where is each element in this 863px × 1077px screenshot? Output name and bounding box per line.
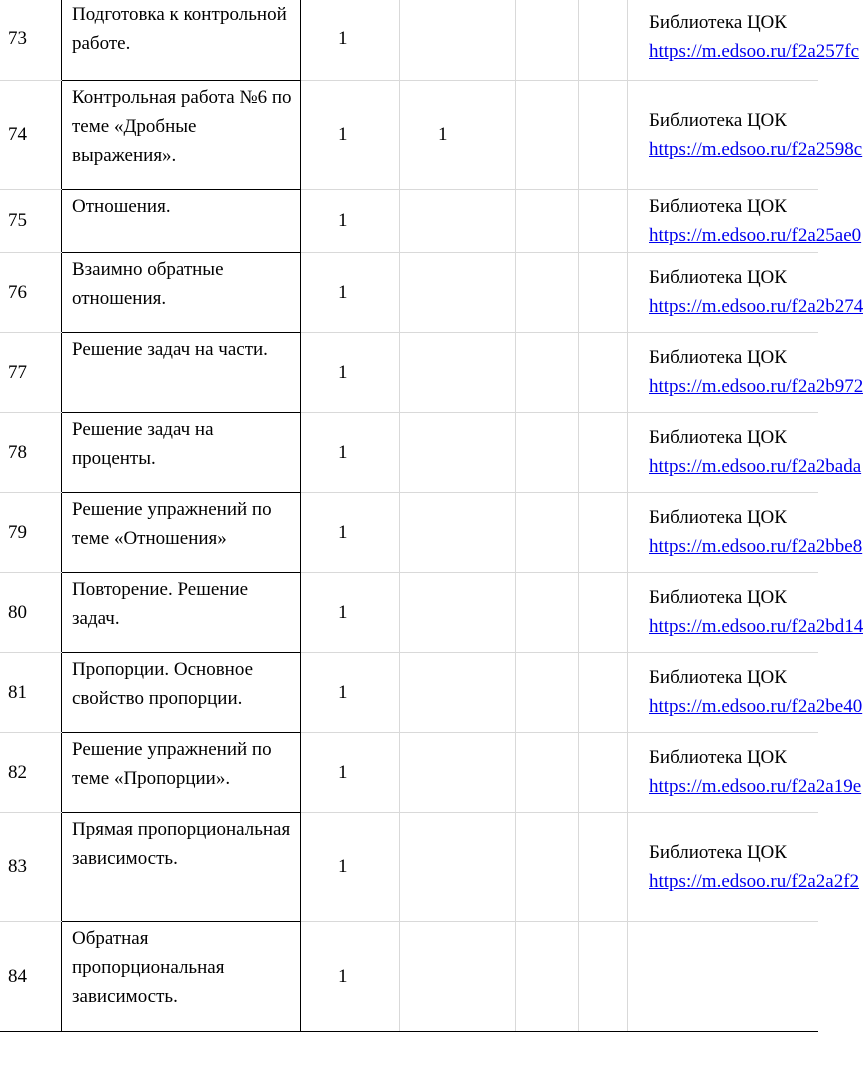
table-row: [0, 332, 818, 412]
lesson-resources: [628, 732, 862, 812]
lesson-number: 83: [0, 812, 62, 921]
lesson-date: [579, 812, 628, 921]
lesson-hours: 1: [301, 652, 400, 732]
lesson-hours: 1: [301, 492, 400, 572]
lesson-number: 77: [0, 332, 62, 412]
resource-link[interactable]: https://m.edsoo.ru/f2a2be40: [649, 696, 863, 717]
lesson-topic: Пропорции. Основное свойство пропорции.: [62, 652, 301, 732]
lesson-resources: [628, 812, 860, 921]
lesson-topic: Контрольная работа №6 по теме «Дробные выражения».: [62, 80, 301, 189]
lesson-hours: 1: [301, 812, 400, 921]
lesson-control-works: [400, 412, 516, 492]
table-row: [0, 572, 818, 652]
lesson-number: 74: [0, 80, 62, 189]
lesson-control-works: [400, 572, 516, 652]
resource-link[interactable]: https://m.edsoo.ru/f2a25ae0: [649, 224, 862, 246]
lesson-practical-works: [516, 572, 579, 652]
lesson-practical-works: [516, 732, 579, 812]
lesson-date: [579, 921, 628, 1031]
table-row: [0, 812, 818, 921]
lesson-control-works: [400, 732, 516, 812]
lesson-date: [579, 189, 628, 252]
lesson-resources: [628, 189, 862, 252]
lesson-date: [579, 80, 628, 189]
lesson-control-works: [400, 189, 516, 252]
lesson-number: 79: [0, 492, 62, 572]
resource-library: Библиотека ЦОК: [649, 195, 787, 217]
lesson-number: 75: [0, 189, 62, 252]
lesson-practical-works: [516, 921, 579, 1031]
table-row: [0, 0, 818, 80]
lesson-topic: Решение упражнений по теме «Пропорции».: [62, 732, 301, 812]
lesson-hours: 1: [301, 412, 400, 492]
table-row: [0, 189, 818, 252]
lesson-resources: [628, 652, 863, 732]
resource-link[interactable]: https://m.edsoo.ru/f2a2b274: [649, 296, 863, 317]
lesson-date: [579, 412, 628, 492]
resource-library: Библиотека ЦОК: [649, 109, 787, 131]
lesson-resources: [628, 921, 819, 1031]
table-row: [0, 492, 818, 572]
lesson-topic: Решение задач на части.: [62, 332, 301, 412]
table-row: [0, 80, 818, 189]
lesson-practical-works: [516, 492, 579, 572]
resource-link[interactable]: https://m.edsoo.ru/f2a2a2f2: [649, 870, 860, 892]
lesson-practical-works: [516, 189, 579, 252]
lesson-practical-works: [516, 652, 579, 732]
lesson-hours: 1: [301, 80, 400, 189]
lesson-practical-works: [516, 332, 579, 412]
lesson-hours: 1: [301, 572, 400, 652]
resource-link[interactable]: https://m.edsoo.ru/f2a2598c: [649, 138, 863, 160]
lesson-topic: Решение задач на проценты.: [62, 412, 301, 492]
lesson-hours: 1: [301, 189, 400, 252]
lesson-resources: [628, 412, 862, 492]
lesson-date: [579, 732, 628, 812]
lesson-control-works: [400, 332, 516, 412]
lesson-resources: [628, 0, 860, 80]
resource-link[interactable]: https://m.edsoo.ru/f2a2a19e: [649, 776, 862, 797]
lesson-number: 82: [0, 732, 62, 812]
lesson-resources: [628, 572, 863, 652]
lesson-control-works: [400, 0, 516, 80]
lesson-resources: [628, 492, 863, 572]
resource-link[interactable]: https://m.edsoo.ru/f2a257fc: [649, 41, 860, 62]
lesson-hours: 1: [301, 252, 400, 332]
lesson-control-works: 1: [400, 80, 516, 189]
lesson-topic: Подготовка к контрольной работе.: [62, 0, 301, 80]
resource-library: Библиотека ЦОК: [649, 841, 787, 863]
lesson-practical-works: [516, 252, 579, 332]
lesson-date: [579, 572, 628, 652]
table-row: [0, 412, 818, 492]
lesson-resources: [628, 252, 863, 332]
resource-library: Библиотека ЦОК: [649, 347, 787, 368]
lesson-topic: Отношения.: [62, 189, 301, 252]
lesson-control-works: [400, 252, 516, 332]
lesson-number: 78: [0, 412, 62, 492]
table-row: [0, 252, 818, 332]
lesson-topic: Взаимно обратные отношения.: [62, 252, 301, 332]
lesson-number: 73: [0, 0, 62, 80]
lesson-practical-works: [516, 0, 579, 80]
lesson-practical-works: [516, 412, 579, 492]
lesson-hours: 1: [301, 921, 400, 1031]
resource-link[interactable]: https://m.edsoo.ru/f2a2bbe8: [649, 536, 863, 557]
lesson-topic: Решение упражнений по теме «Отношения»: [62, 492, 301, 572]
lesson-number: 84: [0, 921, 62, 1031]
lesson-topic: Прямая пропорциональная зависимость.: [62, 812, 301, 921]
resource-link[interactable]: https://m.edsoo.ru/f2a2b972: [649, 376, 863, 397]
table-row: [0, 652, 818, 732]
lesson-practical-works: [516, 80, 579, 189]
resource-link[interactable]: https://m.edsoo.ru/f2a2bd14: [649, 616, 863, 637]
lesson-date: [579, 332, 628, 412]
lesson-topic: Обратная пропорциональная зависимость.: [62, 921, 301, 1031]
resource-link[interactable]: https://m.edsoo.ru/f2a2bada: [649, 456, 862, 477]
resource-library: Библиотека ЦОК: [649, 667, 787, 688]
lesson-control-works: [400, 812, 516, 921]
lesson-date: [579, 252, 628, 332]
lesson-control-works: [400, 652, 516, 732]
lesson-resources: [628, 80, 863, 189]
resource-library: Библиотека ЦОК: [649, 427, 787, 448]
lesson-hours: 1: [301, 0, 400, 80]
table-row: [0, 732, 818, 812]
lesson-hours: 1: [301, 332, 400, 412]
resource-library: Библиотека ЦОК: [649, 587, 787, 608]
resource-library: Библиотека ЦОК: [649, 747, 787, 768]
lesson-control-works: [400, 492, 516, 572]
resource-library: Библиотека ЦОК: [649, 267, 787, 288]
lesson-number: 76: [0, 252, 62, 332]
lesson-practical-works: [516, 812, 579, 921]
lesson-control-works: [400, 921, 516, 1031]
lesson-number: 81: [0, 652, 62, 732]
lesson-resources: [628, 332, 863, 412]
lesson-hours: 1: [301, 732, 400, 812]
lesson-date: [579, 652, 628, 732]
resource-library: Библиотека ЦОК: [649, 12, 787, 33]
lesson-number: 80: [0, 572, 62, 652]
lesson-date: [579, 0, 628, 80]
table-row: [0, 921, 818, 1031]
lesson-topic: Повторение. Решение задач.: [62, 572, 301, 652]
lesson-date: [579, 492, 628, 572]
resource-library: Библиотека ЦОК: [649, 507, 787, 528]
